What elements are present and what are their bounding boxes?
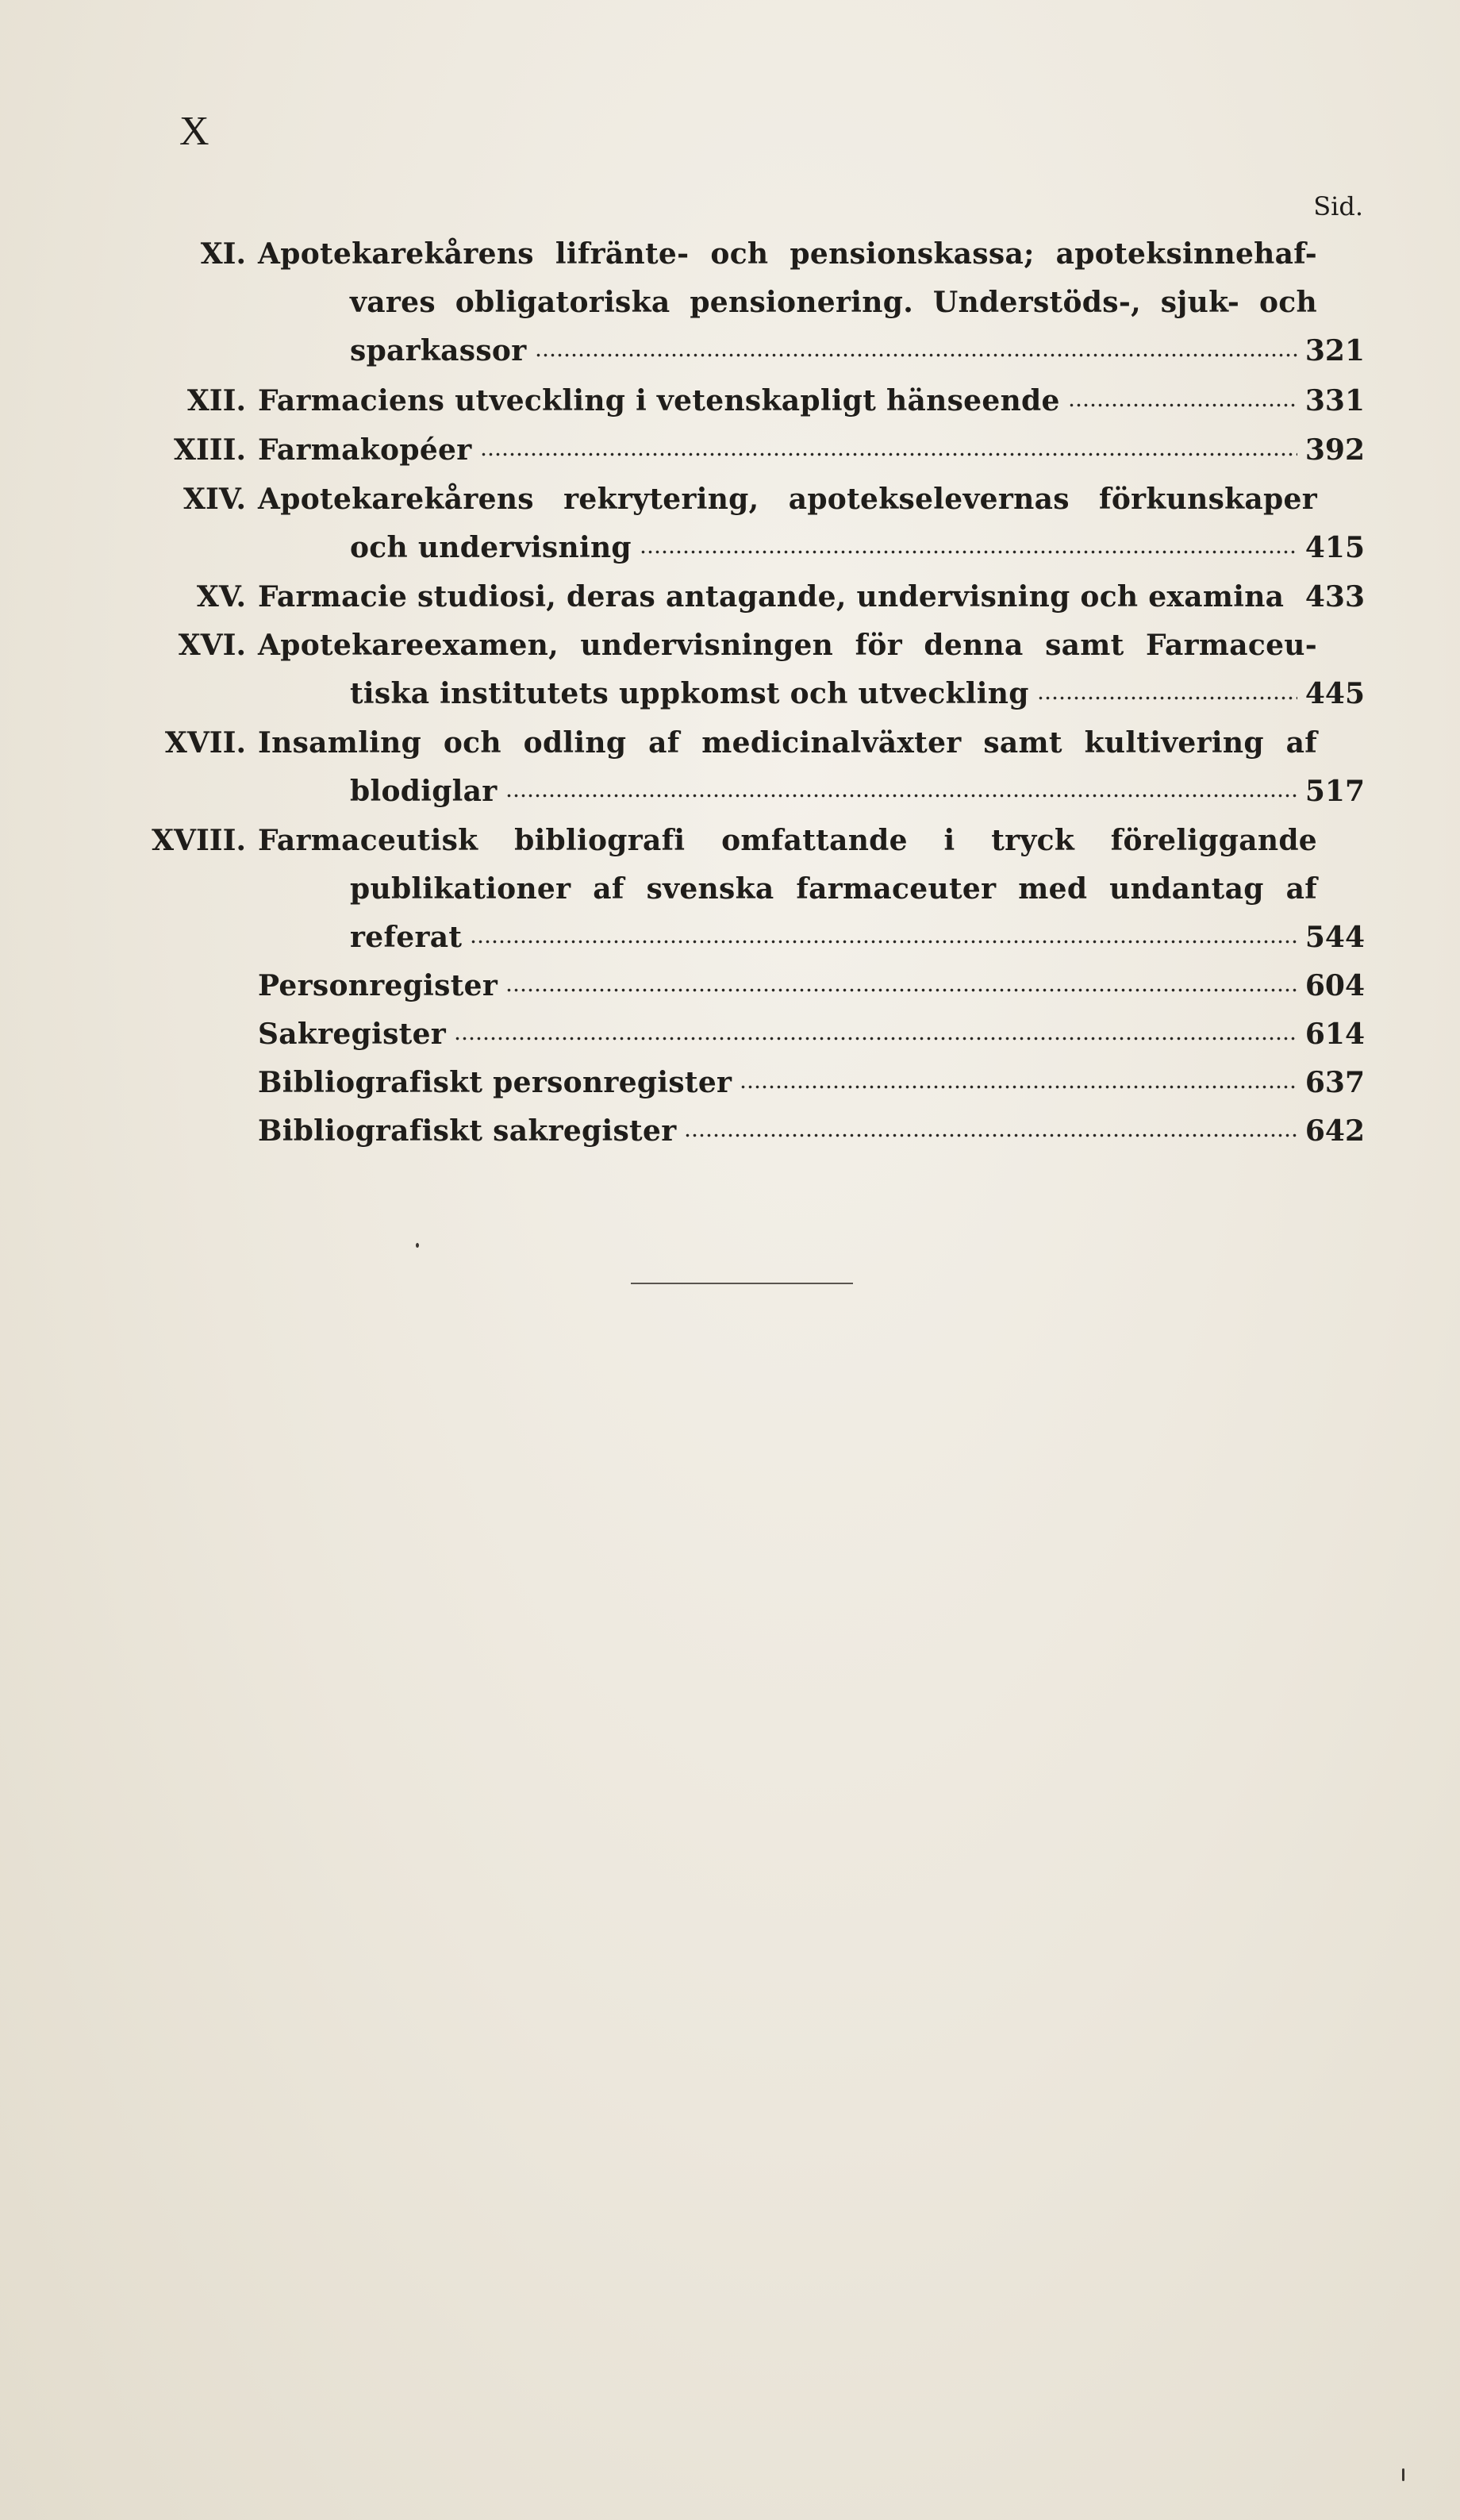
page-reference: 517 — [1304, 775, 1365, 808]
entry-title-line: referat — [350, 921, 463, 954]
entry-body — [258, 230, 1365, 375]
entry-title-line: och undervisning — [350, 531, 632, 564]
dot-leader — [684, 1110, 1297, 1139]
closing-rule — [631, 1283, 853, 1284]
entry-title-line: Insamling och odling af medicinalväxter samt kultivering af — [258, 726, 1317, 760]
entry-body — [258, 719, 1365, 816]
entry-final-line — [258, 327, 1365, 375]
page-reference: 637 — [1304, 1066, 1365, 1099]
page-reference: 544 — [1304, 921, 1365, 954]
entry-final-line — [258, 524, 1365, 572]
entry-title-line: Bibliografiskt sakregister — [258, 1114, 677, 1148]
page-reference: 415 — [1304, 531, 1365, 564]
entry-title-line: Farmacie studiosi, deras antagande, undervisning och examina — [258, 580, 1285, 614]
entry-title-line: Apotekarekårens lifränte- och pensionskassa; apoteksinnehaf- — [258, 237, 1317, 271]
chapter-number: XV. — [196, 580, 246, 614]
page-reference: 392 — [1304, 433, 1365, 467]
entry-title-line: Personregister — [258, 969, 498, 1002]
toc-entry — [119, 573, 1365, 621]
entry-final-line — [258, 962, 1365, 1010]
chapter-number: XVI. — [178, 629, 246, 662]
dot-leader — [1037, 673, 1297, 702]
dot-leader — [505, 771, 1297, 799]
entry-final-line — [258, 1059, 1365, 1107]
entry-body — [258, 817, 1365, 962]
dot-leader — [470, 917, 1297, 945]
toc-entry — [119, 377, 1365, 425]
entry-final-line — [258, 670, 1365, 718]
entry-final-line — [258, 914, 1365, 962]
entry-final-line — [258, 768, 1365, 816]
dot-leader — [454, 1014, 1297, 1042]
entry-title-line: Farmaceutisk bibliografi omfattande i tryck föreliggande — [258, 824, 1317, 857]
chapter-number: XVIII. — [152, 824, 246, 857]
page-reference: 433 — [1304, 580, 1365, 614]
entry-final-line — [258, 573, 1365, 621]
entry-title-line: blodiglar — [350, 775, 498, 808]
entry-title-line: Bibliografiskt personregister — [258, 1066, 732, 1099]
entry-body — [258, 1059, 1365, 1107]
chapter-number: XIV. — [183, 483, 246, 516]
entry-title-line: Sakregister — [258, 1018, 447, 1051]
entry-body — [258, 475, 1365, 572]
entry-final-line — [258, 1010, 1365, 1059]
entry-final-line — [258, 1107, 1365, 1156]
entry-title-line: tiska institutets uppkomst och utveckling — [350, 677, 1029, 710]
page-reference: 331 — [1304, 384, 1365, 417]
chapter-number: XVII. — [164, 726, 246, 760]
entry-title-line: Farmaciens utveckling i vetenskapligt hänseende — [258, 384, 1060, 417]
toc-entry — [119, 230, 1365, 375]
chapter-number: XII. — [186, 384, 246, 417]
page-number: X — [179, 109, 209, 154]
paper-speck — [1402, 2468, 1404, 2481]
page-reference: 604 — [1304, 969, 1365, 1002]
toc-entry — [119, 1059, 1365, 1107]
paper-speck — [416, 1243, 419, 1248]
entry-title-line: Apotekareexamen, undervisningen för denna samt Farmaceu- — [258, 629, 1317, 662]
page-reference: 445 — [1304, 677, 1365, 710]
entry-body — [258, 621, 1365, 718]
dot-leader — [740, 1062, 1297, 1091]
dot-leader — [640, 527, 1297, 556]
entry-title-line: Farmakopéer — [258, 433, 472, 467]
entry-body — [258, 426, 1365, 475]
dot-leader — [480, 429, 1297, 458]
entry-final-line — [258, 426, 1365, 475]
dot-leader — [505, 965, 1297, 994]
entry-body — [258, 377, 1365, 425]
toc-entry — [119, 817, 1365, 962]
entry-title-line: sparkassor — [350, 334, 527, 367]
toc-entry — [119, 1107, 1365, 1156]
dot-leader — [1068, 380, 1297, 409]
toc-entry — [119, 1010, 1365, 1059]
entry-body — [258, 1107, 1365, 1156]
entry-final-line — [258, 377, 1365, 425]
dot-leader — [535, 330, 1297, 359]
toc-entry — [119, 475, 1365, 572]
toc-entry — [119, 719, 1365, 816]
entry-body — [258, 573, 1365, 621]
page-reference: 642 — [1304, 1114, 1365, 1148]
entry-body — [258, 1010, 1365, 1059]
entry-title-line: publikationer af svenska farmaceuter med undantag af — [350, 872, 1317, 906]
toc-entry — [119, 962, 1365, 1010]
page-reference: 321 — [1304, 334, 1365, 367]
entry-body — [258, 962, 1365, 1010]
toc-entry — [119, 621, 1365, 718]
toc-entry — [119, 426, 1365, 475]
chapter-number: XIII. — [174, 433, 246, 467]
dot-leader — [1292, 576, 1297, 605]
chapter-number: XI. — [200, 237, 246, 271]
page-column-header: Sid. — [1313, 191, 1363, 221]
page-reference: 614 — [1304, 1018, 1365, 1051]
entry-title-line: Apotekarekårens rekrytering, apotekselevernas förkunskaper — [258, 483, 1317, 516]
entry-title-line: vares obligatoriska pensionering. Understöds-, sjuk- och — [350, 286, 1317, 319]
